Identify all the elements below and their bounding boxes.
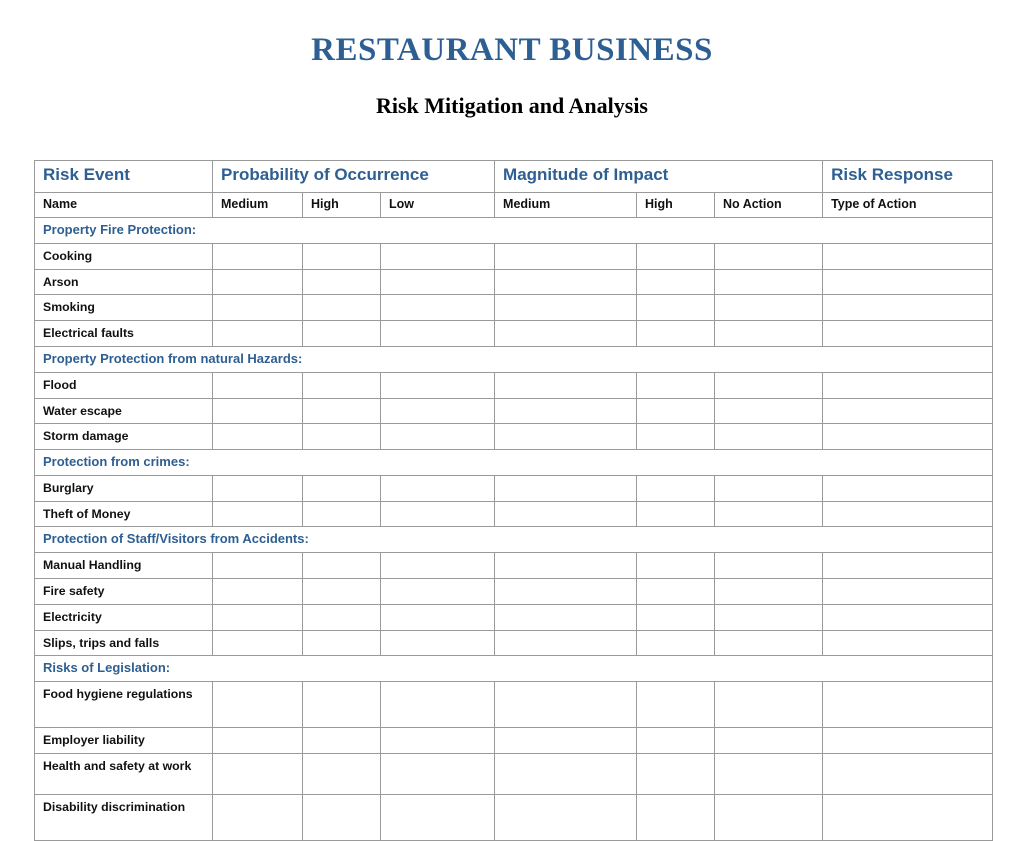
section-title: Risks of Legislation: (43, 660, 171, 676)
table-row (35, 269, 993, 295)
type-of-action-cell[interactable] (823, 728, 993, 754)
prob-low-cell[interactable] (381, 295, 495, 321)
type-of-action-cell[interactable] (823, 372, 993, 398)
impact-no-action-cell[interactable] (715, 553, 823, 579)
impact-medium-cell[interactable] (495, 475, 637, 501)
type-of-action-cell[interactable] (823, 398, 993, 424)
prob-low-cell[interactable] (381, 475, 495, 501)
risk-name-cell (35, 295, 213, 321)
impact-medium-cell[interactable] (495, 424, 637, 450)
prob-high-cell[interactable] (303, 501, 381, 527)
group-header-risk-event: Risk Event (35, 161, 213, 193)
prob-high-cell[interactable] (303, 604, 381, 630)
risk-name-cell (35, 630, 213, 656)
impact-medium-cell[interactable] (495, 579, 637, 605)
impact-medium-cell[interactable] (495, 295, 637, 321)
section-title: Protection from crimes: (43, 454, 190, 470)
impact-high-cell[interactable] (637, 754, 715, 795)
impact-no-action-cell[interactable] (715, 728, 823, 754)
prob-low-cell[interactable] (381, 243, 495, 269)
prob-medium-cell[interactable] (213, 269, 303, 295)
risk-name-cell (35, 243, 213, 269)
prob-high-cell[interactable] (303, 269, 381, 295)
impact-high-cell[interactable] (637, 243, 715, 269)
table-section-row (35, 346, 993, 372)
impact-high-cell[interactable] (637, 424, 715, 450)
risk-name-cell (35, 424, 213, 450)
table-section-row (35, 217, 993, 243)
impact-medium-cell[interactable] (495, 795, 637, 841)
table-row (35, 630, 993, 656)
risk-name-label: Arson (43, 274, 79, 289)
impact-medium-cell[interactable] (495, 398, 637, 424)
prob-medium-cell[interactable] (213, 728, 303, 754)
impact-no-action-cell[interactable] (715, 579, 823, 605)
prob-low-cell[interactable] (381, 682, 495, 728)
prob-high-cell[interactable] (303, 475, 381, 501)
section-title-cell (35, 656, 993, 682)
impact-medium-cell[interactable] (495, 754, 637, 795)
risk-name-label: Electrical faults (43, 326, 134, 341)
risk-name-cell (35, 754, 213, 795)
prob-low-cell[interactable] (381, 630, 495, 656)
impact-medium-cell[interactable] (495, 682, 637, 728)
section-title-cell (35, 450, 993, 476)
type-of-action-cell[interactable] (823, 604, 993, 630)
section-title: Property Fire Protection: (43, 221, 197, 237)
risk-mitigation-table (34, 160, 993, 841)
table-row (35, 553, 993, 579)
prob-medium-cell[interactable] (213, 682, 303, 728)
prob-medium-cell[interactable] (213, 372, 303, 398)
impact-high-cell[interactable] (637, 604, 715, 630)
risk-name-cell (35, 579, 213, 605)
sub-header-name: Name (35, 193, 213, 218)
risk-name-label: Flood (43, 377, 77, 392)
table-row (35, 372, 993, 398)
prob-medium-cell[interactable] (213, 754, 303, 795)
prob-medium-cell[interactable] (213, 604, 303, 630)
prob-high-cell[interactable] (303, 243, 381, 269)
sub-header-prob-high: High (303, 193, 381, 218)
table-row (35, 682, 993, 728)
impact-medium-cell[interactable] (495, 553, 637, 579)
impact-high-cell[interactable] (637, 553, 715, 579)
section-title-cell (35, 346, 993, 372)
section-title: Property Protection from natural Hazards: (43, 350, 303, 366)
table-section-row (35, 450, 993, 476)
prob-high-cell[interactable] (303, 754, 381, 795)
prob-medium-cell[interactable] (213, 553, 303, 579)
impact-no-action-cell[interactable] (715, 754, 823, 795)
prob-medium-cell[interactable] (213, 295, 303, 321)
impact-no-action-cell[interactable] (715, 321, 823, 347)
risk-name-label: Employer liability (43, 733, 145, 748)
prob-low-cell[interactable] (381, 728, 495, 754)
prob-high-cell[interactable] (303, 424, 381, 450)
risk-name-cell (35, 553, 213, 579)
table-group-header-row (35, 161, 993, 193)
prob-high-cell[interactable] (303, 398, 381, 424)
page-subtitle: Risk Mitigation and Analysis (375, 93, 648, 119)
type-of-action-cell[interactable] (823, 243, 993, 269)
prob-high-cell[interactable] (303, 795, 381, 841)
prob-low-cell[interactable] (381, 269, 495, 295)
risk-name-cell (35, 398, 213, 424)
prob-medium-cell[interactable] (213, 630, 303, 656)
impact-no-action-cell[interactable] (715, 398, 823, 424)
type-of-action-cell[interactable] (823, 682, 993, 728)
table-row (35, 295, 993, 321)
table-row (35, 243, 993, 269)
page-title: RESTAURANT BUSINESS (311, 32, 713, 68)
impact-no-action-cell[interactable] (715, 269, 823, 295)
table-row (35, 501, 993, 527)
risk-name-cell (35, 269, 213, 295)
table-row (35, 398, 993, 424)
impact-high-cell[interactable] (637, 682, 715, 728)
type-of-action-cell[interactable] (823, 295, 993, 321)
prob-high-cell[interactable] (303, 728, 381, 754)
risk-name-cell (35, 372, 213, 398)
prob-high-cell[interactable] (303, 295, 381, 321)
impact-no-action-cell[interactable] (715, 682, 823, 728)
risk-name-label: Slips, trips and falls (43, 635, 160, 650)
prob-medium-cell[interactable] (213, 795, 303, 841)
table-row (35, 604, 993, 630)
prob-low-cell[interactable] (381, 372, 495, 398)
risk-name-label: Health and safety at work (43, 759, 192, 774)
impact-medium-cell[interactable] (495, 728, 637, 754)
table-sub-header-row (35, 193, 993, 218)
risk-name-label: Food hygiene regulations (43, 687, 193, 702)
impact-medium-cell[interactable] (495, 243, 637, 269)
risk-name-label: Fire safety (43, 584, 105, 599)
prob-high-cell[interactable] (303, 682, 381, 728)
prob-high-cell[interactable] (303, 321, 381, 347)
risk-name-cell (35, 728, 213, 754)
type-of-action-cell[interactable] (823, 795, 993, 841)
sub-header-prob-low: Low (381, 193, 495, 218)
impact-high-cell[interactable] (637, 321, 715, 347)
type-of-action-cell[interactable] (823, 630, 993, 656)
prob-low-cell[interactable] (381, 424, 495, 450)
impact-high-cell[interactable] (637, 475, 715, 501)
risk-name-cell (35, 475, 213, 501)
section-title: Protection of Staff/Visitors from Accidents: (43, 531, 309, 547)
impact-high-cell[interactable] (637, 795, 715, 841)
table-row (35, 579, 993, 605)
risk-name-cell (35, 604, 213, 630)
type-of-action-cell[interactable] (823, 321, 993, 347)
risk-name-label: Cooking (43, 248, 93, 263)
type-of-action-cell[interactable] (823, 269, 993, 295)
risk-name-cell (35, 795, 213, 841)
impact-no-action-cell[interactable] (715, 295, 823, 321)
risk-name-label: Burglary (43, 480, 94, 495)
risk-name-label: Theft of Money (43, 506, 131, 521)
impact-high-cell[interactable] (637, 579, 715, 605)
prob-high-cell[interactable] (303, 372, 381, 398)
type-of-action-cell[interactable] (823, 553, 993, 579)
impact-no-action-cell[interactable] (715, 475, 823, 501)
impact-medium-cell[interactable] (495, 269, 637, 295)
impact-medium-cell[interactable] (495, 604, 637, 630)
prob-medium-cell[interactable] (213, 475, 303, 501)
impact-high-cell[interactable] (637, 728, 715, 754)
prob-medium-cell[interactable] (213, 579, 303, 605)
table-row (35, 424, 993, 450)
impact-high-cell[interactable] (637, 372, 715, 398)
impact-no-action-cell[interactable] (715, 630, 823, 656)
prob-medium-cell[interactable] (213, 398, 303, 424)
impact-no-action-cell[interactable] (715, 372, 823, 398)
table-body (35, 217, 993, 840)
prob-medium-cell[interactable] (213, 243, 303, 269)
sub-header-impact-medium: Medium (495, 193, 637, 218)
type-of-action-cell[interactable] (823, 754, 993, 795)
prob-medium-cell[interactable] (213, 501, 303, 527)
table-section-row (35, 656, 993, 682)
sub-header-type-of-action: Type of Action (823, 193, 993, 218)
section-title-cell (35, 527, 993, 553)
impact-high-cell[interactable] (637, 295, 715, 321)
prob-low-cell[interactable] (381, 553, 495, 579)
table-row (35, 475, 993, 501)
sub-header-impact-no-action: No Action (715, 193, 823, 218)
section-title-cell (35, 217, 993, 243)
type-of-action-cell[interactable] (823, 475, 993, 501)
prob-medium-cell[interactable] (213, 424, 303, 450)
prob-low-cell[interactable] (381, 604, 495, 630)
prob-low-cell[interactable] (381, 579, 495, 605)
impact-medium-cell[interactable] (495, 372, 637, 398)
risk-name-label: Smoking (43, 300, 95, 315)
prob-low-cell[interactable] (381, 795, 495, 841)
table-row (35, 795, 993, 841)
prob-high-cell[interactable] (303, 630, 381, 656)
impact-no-action-cell[interactable] (715, 424, 823, 450)
impact-high-cell[interactable] (637, 501, 715, 527)
table-section-row (35, 527, 993, 553)
impact-medium-cell[interactable] (495, 501, 637, 527)
prob-low-cell[interactable] (381, 754, 495, 795)
table-row (35, 728, 993, 754)
impact-medium-cell[interactable] (495, 630, 637, 656)
risk-name-cell (35, 501, 213, 527)
sub-header-prob-medium: Medium (213, 193, 303, 218)
type-of-action-cell[interactable] (823, 424, 993, 450)
impact-medium-cell[interactable] (495, 321, 637, 347)
group-header-magnitude: Magnitude of Impact (495, 161, 823, 193)
risk-name-cell (35, 321, 213, 347)
impact-no-action-cell[interactable] (715, 604, 823, 630)
prob-high-cell[interactable] (303, 553, 381, 579)
risk-name-cell (35, 682, 213, 728)
risk-name-label: Manual Handling (43, 558, 142, 573)
prob-medium-cell[interactable] (213, 321, 303, 347)
type-of-action-cell[interactable] (823, 579, 993, 605)
impact-no-action-cell[interactable] (715, 795, 823, 841)
impact-high-cell[interactable] (637, 269, 715, 295)
prob-low-cell[interactable] (381, 501, 495, 527)
impact-no-action-cell[interactable] (715, 501, 823, 527)
prob-high-cell[interactable] (303, 579, 381, 605)
type-of-action-cell[interactable] (823, 501, 993, 527)
prob-low-cell[interactable] (381, 321, 495, 347)
risk-name-label: Storm damage (43, 429, 129, 444)
risk-name-label: Water escape (43, 403, 122, 418)
impact-high-cell[interactable] (637, 630, 715, 656)
risk-name-label: Disability discrimination (43, 800, 186, 815)
prob-low-cell[interactable] (381, 398, 495, 424)
group-header-risk-response: Risk Response (823, 161, 993, 193)
group-header-probability: Probability of Occurrence (213, 161, 495, 193)
table-row (35, 321, 993, 347)
sub-header-impact-high: High (637, 193, 715, 218)
risk-name-label: Electricity (43, 609, 102, 624)
table-row (35, 754, 993, 795)
impact-high-cell[interactable] (637, 398, 715, 424)
impact-no-action-cell[interactable] (715, 243, 823, 269)
